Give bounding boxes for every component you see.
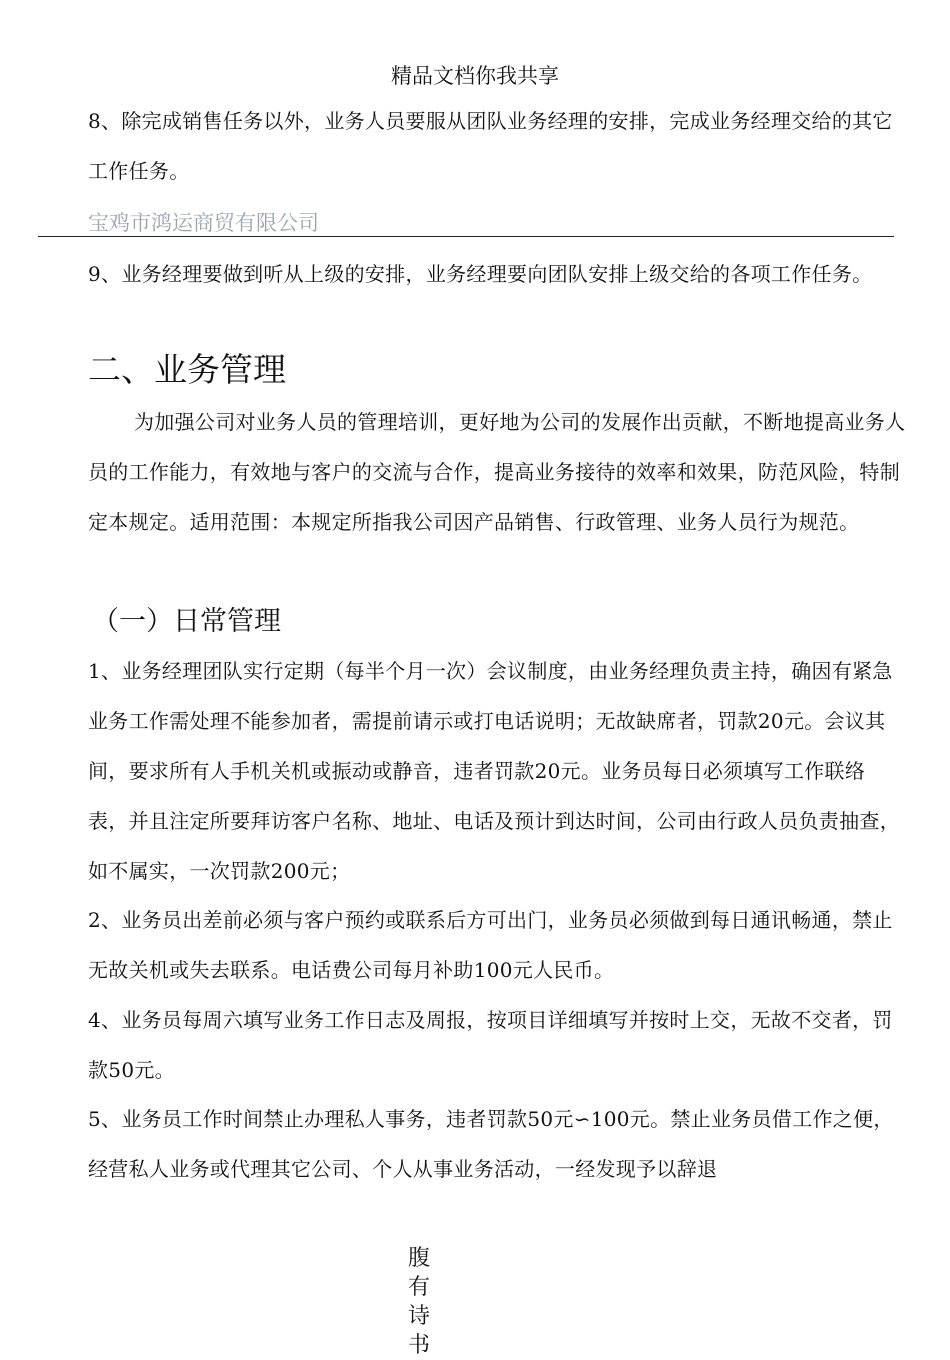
rule-item-4: 4、业务员每周六填写业务工作日志及周报，按项目详细填写并按时上交，无故不交者，罚款50元。 xyxy=(88,1008,893,1082)
footer-char: 腹 xyxy=(407,1246,430,1271)
paragraph-item-9: 9、业务经理要做到听从上级的安排，业务经理要向团队安排上级交给的各项工作任务。 xyxy=(88,262,873,286)
footer-char: 诗 xyxy=(407,1304,430,1329)
rule-item-5: 5、业务员工作时间禁止办理私人事务，违者罚款50元∽100元。禁止业务员借工作之便，经营私人业务或代理其它公司、个人从事业务活动，一经发现予以辞退 xyxy=(88,1107,894,1181)
section-heading-business-management: 二、业务管理 xyxy=(88,350,286,389)
banner-divider xyxy=(38,236,894,237)
paragraph-item-8: 8、除完成销售任务以外，业务人员要服从团队业务经理的安排，完成业务经理交给的其它工作任务。 xyxy=(88,109,893,183)
page-header-title: 精品文档你我共享 xyxy=(391,64,559,88)
rule-item-2: 2、业务员出差前必须与客户预约或联系后方可出门，业务员必须做到每日通讯畅通，禁止无故关机或失去联系。电话费公司每月补助100元人民币。 xyxy=(88,908,893,982)
footer-char: 书 xyxy=(407,1333,430,1358)
footer-char: 有 xyxy=(407,1275,430,1300)
company-banner: 宝鸡市鸿运商贸有限公司 xyxy=(88,211,319,235)
footer-vertical-text xyxy=(404,1244,434,1360)
rule-item-1: 1、业务经理团队实行定期（每半个月一次）会议制度，由业务经理负责主持，确因有紧急业务工作需处理不能参加者，需提前请示或打电话说明；无故缺席者，罚款20元。会议其间，要求所有人手机关机或振动或静音，违者罚款20元。业务员每日必须填写工作联络表，并且注定所要拜访客户名称、地址、电话及预计到达时间，公司由行政人员负责抽查，如不属实，一次罚款200元； xyxy=(88,659,900,883)
intro-paragraph: 为加强公司对业务人员的管理培训，更好地为公司的发展作出贡献，不断地提高业务人员的工作能力，有效地与客户的交流与合作，提高业务接待的效率和效果，防范风险，特制定本规定。适用范围：本规定所指我公司因产品销售、行政管理、业务人员行为规范。 xyxy=(88,410,906,534)
subsection-heading-daily-management: （一）日常管理 xyxy=(92,606,281,637)
